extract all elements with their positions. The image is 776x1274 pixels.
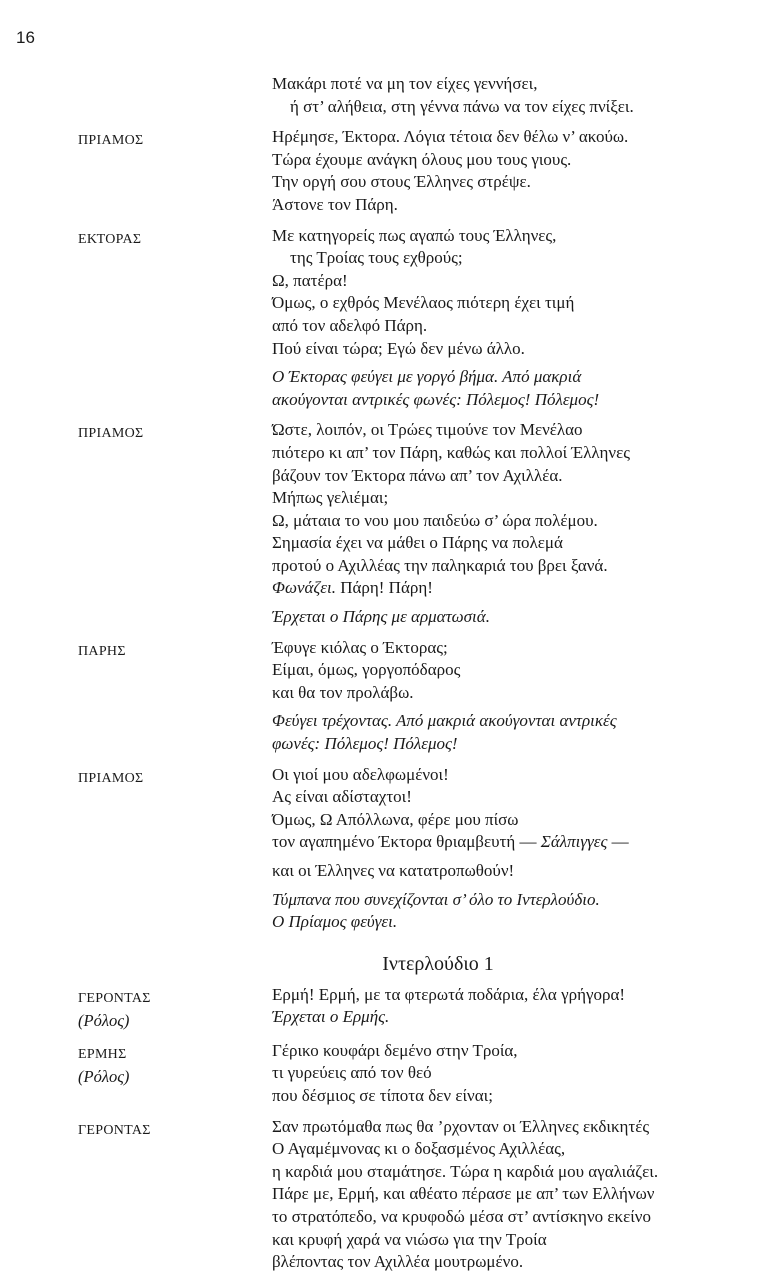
- section-title: Ιντερλούδιο 1: [382, 952, 494, 975]
- speaker-name: ΕΡΜΗΣ: [78, 1046, 127, 1062]
- dialogue-line: που δέσμιος σε τίποτα δεν είναι;: [272, 1085, 493, 1105]
- speaker-name: ΠΡΙΑΜΟΣ: [78, 133, 144, 149]
- dialogue-lines: [272, 1116, 758, 1274]
- dialogue-line: πιότερο κι απ’ τον Πάρη, καθώς και πολλοί Έλληνες: [272, 442, 630, 462]
- play-script: [78, 73, 758, 1274]
- dialogue-lines: [272, 764, 758, 934]
- speaker-column: [78, 1040, 272, 1088]
- dialogue-line: Ω, πατέρα!: [272, 270, 348, 290]
- dialogue-lines: [272, 1040, 758, 1108]
- dialogue-block: [78, 225, 758, 412]
- dialogue-line: Πάρε με, Ερμή, και αθέατο πέρασε με απ’ των Ελλήνων: [272, 1184, 655, 1204]
- dialogue-lines: [272, 637, 758, 756]
- dialogue-block: [78, 984, 758, 1032]
- stage-direction: Έρχεται ο Πάρης με αρματωσιά.: [272, 607, 490, 627]
- dialogue-block: [78, 637, 758, 756]
- dialogue-line: [272, 577, 758, 600]
- dialogue-line: Είμαι, όμως, γοργοπόδαρος: [272, 660, 461, 680]
- dialogue-line: τι γυρεύεις από τον θεό: [272, 1063, 432, 1083]
- dialogue-line: Ω, μάταια το νου μου παιδεύω σ’ ώρα πολέμου.: [272, 510, 598, 530]
- page-number: 16: [16, 28, 35, 47]
- dialogue-line: Μακάρι ποτέ να μη τον είχες γεννήσει,: [272, 74, 538, 93]
- dialogue-block: [78, 126, 758, 216]
- dialogue-line: προτού ο Αχιλλέας την παληκαριά του βρει ξανά.: [272, 555, 608, 575]
- dialogue-lines: [272, 984, 758, 1029]
- speaker-name: ΠΑΡΗΣ: [78, 643, 126, 659]
- dialogue-line: το στρατόπεδο, να κρυφοδώ μέσα στ’ αντίσκηνο εκείνο: [272, 1206, 651, 1226]
- stage-direction: φωνές: Πόλεμος! Πόλεμος!: [272, 734, 458, 754]
- stage-direction: Έρχεται ο Ερμής.: [272, 1007, 390, 1027]
- dialogue-line: η καρδιά μου σταμάτησε. Τώρα η καρδιά μου αγαλιάζει.: [272, 1161, 659, 1181]
- dialogue-lines: [272, 419, 758, 628]
- speaker-name: [78, 73, 272, 77]
- dialogue-line: Την οργή σου στους Έλληνες στρέψε.: [272, 172, 531, 192]
- dialogue-text: Πάρη! Πάρη!: [335, 578, 433, 598]
- stage-direction: ακούγονται αντρικές φωνές: Πόλεμος! Πόλεμος!: [272, 389, 600, 409]
- stage-direction: Σάλπιγγες: [540, 832, 608, 852]
- stage-direction: Φωνάζει.: [272, 578, 336, 598]
- dialogue-line: από τον αδελφό Πάρη.: [272, 315, 428, 335]
- dialogue-text: —: [607, 832, 629, 852]
- dialogue-block: [78, 1040, 758, 1108]
- speaker-name: ΓΕΡΟΝΤΑΣ: [78, 1122, 151, 1138]
- speaker-role: (Ρόλος): [78, 1066, 130, 1086]
- speaker-name: ΠΡΙΑΜΟΣ: [78, 770, 144, 786]
- dialogue-line: Μήπως γελιέμαι;: [272, 488, 389, 508]
- dialogue-block: [78, 419, 758, 628]
- dialogue-line: βλέποντας τον Αχιλλέα μουτρωμένο.: [272, 1252, 524, 1272]
- dialogue-line: Έφυγε κιόλας ο Έκτορας;: [272, 637, 448, 657]
- speaker-name: ΓΕΡΟΝΤΑΣ: [78, 990, 151, 1006]
- speaker-name: ΕΚΤΟΡΑΣ: [78, 231, 142, 247]
- dialogue-line: ή στ’ αλήθεια, στη γέννα πάνω να τον είχες πνίξει.: [290, 96, 634, 116]
- stage-direction: Τύμπανα που συνεχίζονται σ’ όλο το Ιντερλούδιο.: [272, 889, 600, 909]
- stage-direction: Ο Έκτορας φεύγει με γοργό βήμα. Από μακριά: [272, 367, 582, 387]
- dialogue-line: βάζουν τον Έκτορα πάνω απ’ τον Αχιλλέα.: [272, 465, 563, 485]
- dialogue-line: και οι Έλληνες να κατατροπωθούν!: [272, 861, 515, 880]
- dialogue-line: και κρυφή χαρά να νιώσω για την Τροία: [272, 1229, 547, 1249]
- dialogue-line: Ερμή! Ερμή, με τα φτερωτά ποδάρια, έλα γρήγορα!: [272, 984, 626, 1004]
- dialogue-line: Όμως, ο εχθρός Μενέλαος πιότερη έχει τιμή: [272, 293, 575, 313]
- dialogue-line: Πού είναι τώρα; Εγώ δεν μένω άλλο.: [272, 338, 525, 358]
- stage-direction: Φεύγει τρέχοντας. Από μακριά ακούγονται αντρικές: [272, 711, 617, 731]
- dialogue-block: [78, 1116, 758, 1274]
- dialogue-line: Οι γιοί μου αδελφωμένοι!: [272, 764, 449, 784]
- dialogue-line: Τώρα έχουμε ανάγκη όλους μου τους γιους.: [272, 149, 572, 169]
- dialogue-line: [272, 831, 758, 854]
- dialogue-lines: [272, 225, 758, 412]
- dialogue-line: Με κατηγορείς πως αγαπώ τους Έλληνες,: [272, 225, 557, 245]
- dialogue-line: Ο Αγαμέμνονας κι ο δοξασμένος Αχιλλέας,: [272, 1139, 566, 1159]
- dialogue-line: Σημασία έχει να μάθει ο Πάρης να πολεμά: [272, 533, 563, 553]
- dialogue-block: [78, 73, 758, 118]
- dialogue-line: Ώστε, λοιπόν, οι Τρώες τιμούνε τον Μενέλαο: [272, 420, 583, 440]
- dialogue-line: Σαν πρωτόμαθα πως θα ’ρχονταν οι Έλληνες εκδικητές: [272, 1116, 650, 1136]
- dialogue-line: Όμως, Ω Απόλλωνα, φέρε μου πίσω: [272, 809, 519, 829]
- stage-direction: Ο Πρίαμος φεύγει.: [272, 912, 398, 932]
- speaker-column: [78, 984, 272, 1032]
- dialogue-line: Άστονε τον Πάρη.: [272, 194, 398, 214]
- dialogue-text: τον αγαπημένο Έκτορα θριαμβευτή —: [272, 832, 541, 852]
- dialogue-block: [78, 764, 758, 934]
- dialogue-lines: [272, 73, 758, 118]
- dialogue-line: Ηρέμησε, Έκτορα. Λόγια τέτοια δεν θέλω ν’ ακούω.: [272, 127, 629, 147]
- dialogue-lines: [272, 126, 758, 216]
- dialogue-line: Ας είναι αδίσταχτοι!: [272, 787, 412, 807]
- dialogue-line: και θα τον προλάβω.: [272, 682, 414, 702]
- speaker-role: (Ρόλος): [78, 1010, 130, 1030]
- dialogue-line: Γέρικο κουφάρι δεμένο στην Τροία,: [272, 1040, 518, 1060]
- speaker-name: ΠΡΙΑΜΟΣ: [78, 426, 144, 442]
- dialogue-line: της Τροίας τους εχθρούς;: [290, 248, 463, 268]
